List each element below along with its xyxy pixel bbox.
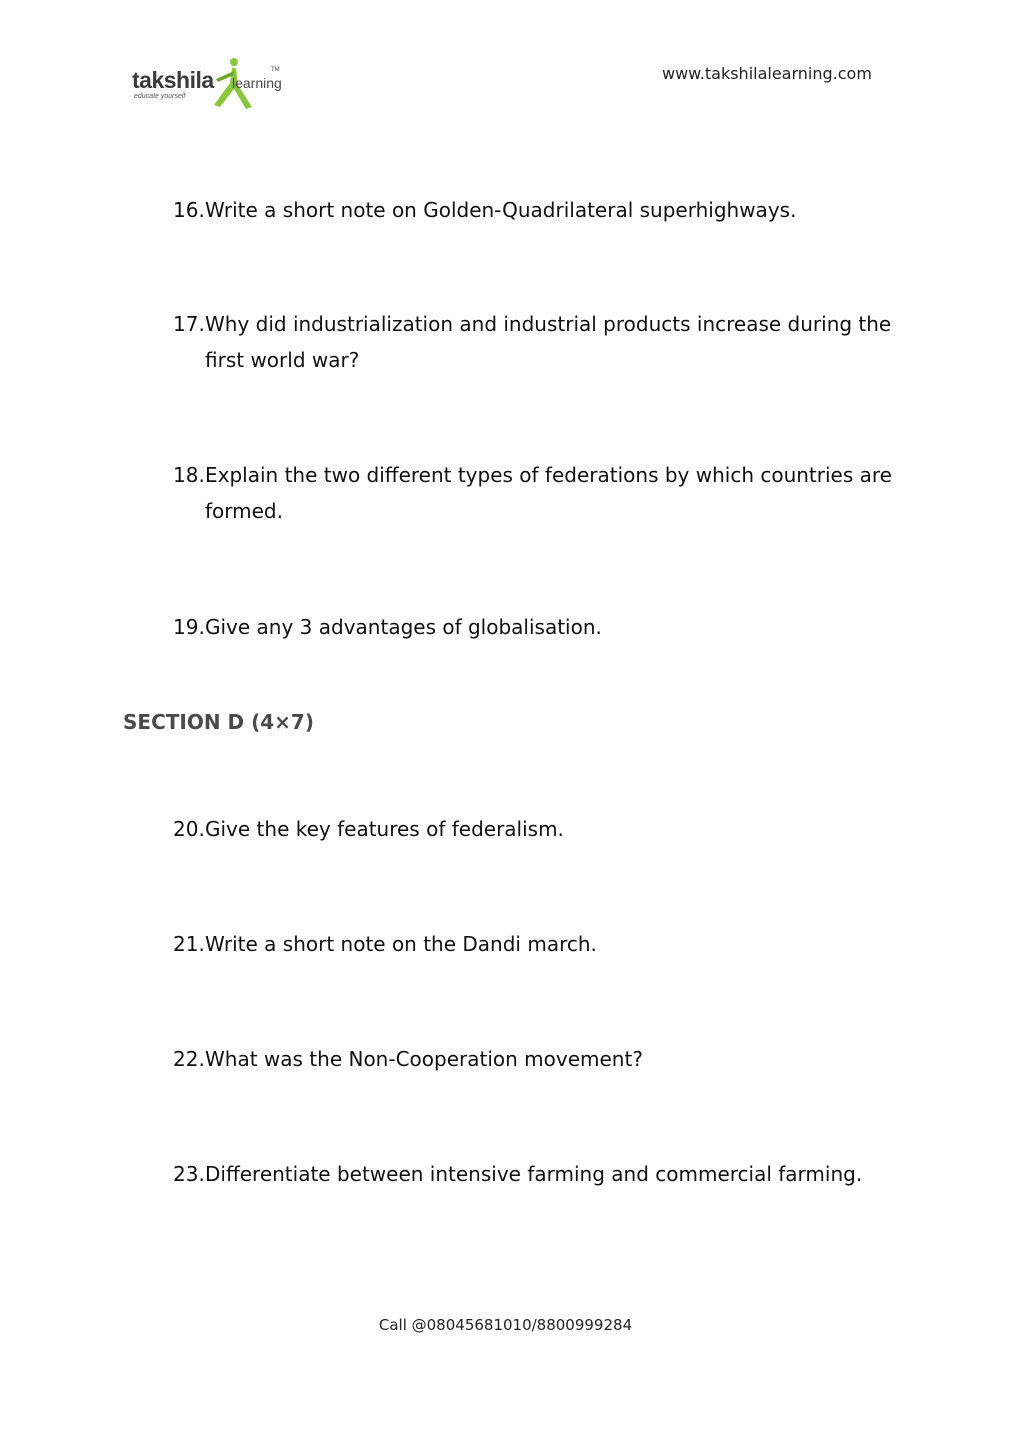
question-22 [173, 1041, 913, 1077]
logo-tagline: educate yourself [134, 93, 186, 100]
question-text: Give the key features of federalism. [205, 817, 564, 841]
logo-trademark: TM [271, 67, 280, 73]
question-19 [173, 609, 913, 645]
footer-contact: Call @08045681010/8800999284 [378, 1316, 633, 1334]
question-23 [173, 1156, 913, 1192]
question-number: 20. [173, 817, 205, 841]
question-number: 19. [173, 615, 205, 639]
question-text: What was the Non-Cooperation movement? [205, 1047, 643, 1071]
question-16 [173, 192, 913, 228]
question-text: Give any 3 advantages of globalisation. [205, 615, 602, 639]
question-17 [173, 306, 913, 378]
logo-suffix: learning [232, 75, 282, 91]
question-number: 23. [173, 1162, 205, 1186]
question-text: Why did industrialization and industrial products increase during the first world war? [205, 312, 892, 372]
question-18 [173, 457, 913, 529]
question-number: 18. [173, 463, 205, 487]
section-heading: SECTION D (4×7) [123, 710, 314, 734]
question-number: 16. [173, 198, 205, 222]
question-20 [173, 811, 913, 847]
question-text: Explain the two different types of federations by which countries are formed. [205, 463, 892, 523]
question-text: Write a short note on Golden-Quadrilateral superhighways. [205, 198, 797, 222]
question-number: 22. [173, 1047, 205, 1071]
question-21 [173, 926, 913, 962]
question-number: 17. [173, 312, 205, 336]
question-number: 21. [173, 932, 205, 956]
takshila-logo [130, 55, 290, 115]
logo-wordmark: takshila [132, 67, 214, 93]
website-url: www.takshilalearning.com [662, 64, 872, 83]
question-text: Write a short note on the Dandi march. [205, 932, 597, 956]
question-text: Differentiate between intensive farming and commercial farming. [205, 1162, 863, 1186]
